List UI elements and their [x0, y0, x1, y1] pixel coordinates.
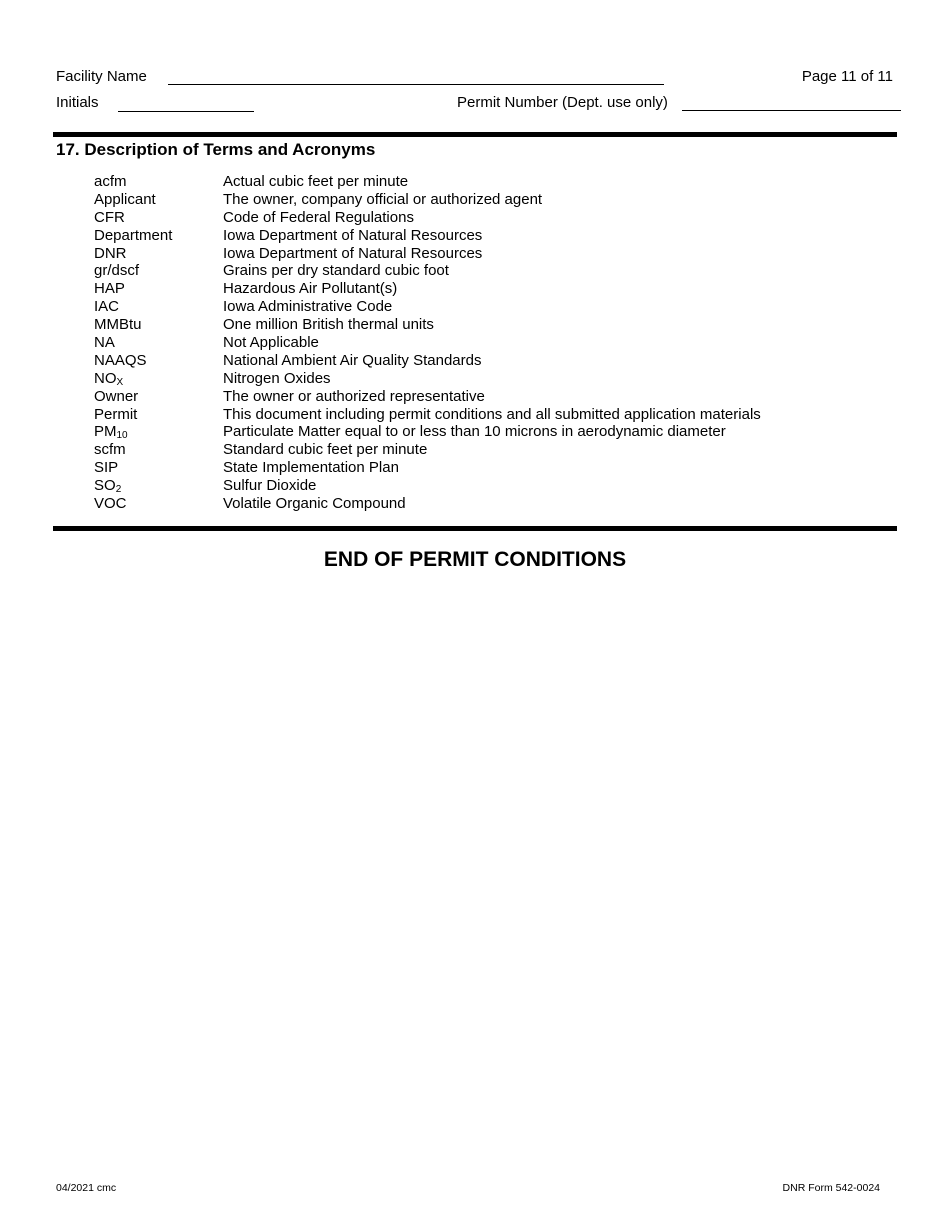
- term-row: [94, 352, 761, 370]
- term-definition: Sulfur Dioxide: [223, 477, 317, 495]
- term-acronym: [94, 209, 223, 227]
- term-acronym-text: Department: [94, 226, 173, 244]
- term-definition: State Implementation Plan: [223, 459, 399, 477]
- term-row: [94, 441, 761, 459]
- term-acronym-text: acfm: [94, 173, 127, 190]
- terms-list: [94, 173, 761, 513]
- term-acronym-text: Applicant: [94, 190, 156, 208]
- term-acronym-subscript: X: [116, 376, 124, 388]
- term-acronym: [94, 459, 223, 477]
- term-acronym-subscript: 2: [115, 484, 122, 496]
- term-acronym: [94, 406, 223, 424]
- term-acronym-text: IAC: [94, 298, 120, 316]
- term-row: [94, 423, 761, 441]
- permit-number-field[interactable]: [682, 94, 901, 111]
- term-acronym: [94, 191, 223, 209]
- term-acronym-text: gr/dscf: [94, 262, 140, 280]
- term-acronym: [94, 441, 223, 459]
- term-row: [94, 388, 761, 406]
- term-acronym-subscript: 10: [116, 430, 128, 442]
- term-row: [94, 370, 761, 388]
- term-definition: Iowa Department of Natural Resources: [223, 226, 483, 244]
- term-definition: Nitrogen Oxides: [223, 369, 331, 387]
- term-acronym: [94, 173, 223, 191]
- term-acronym: [94, 477, 223, 495]
- term-definition: Iowa Administrative Code: [223, 298, 393, 316]
- term-definition: The owner or authorized representative: [223, 387, 485, 405]
- initials-field[interactable]: [118, 94, 254, 112]
- term-row: [94, 245, 761, 263]
- term-row: [94, 495, 761, 513]
- term-definition: Code of Federal Regulations: [223, 208, 414, 226]
- footer-date: 04/2021 cmc: [56, 1182, 117, 1194]
- term-row: [94, 298, 761, 316]
- facility-name-field[interactable]: [168, 67, 664, 85]
- term-acronym: [94, 298, 223, 316]
- term-acronym: [94, 262, 223, 280]
- term-acronym: [94, 227, 223, 245]
- term-acronym: [94, 495, 223, 513]
- term-acronym: [94, 423, 223, 441]
- term-acronym-text: CFR: [94, 208, 125, 226]
- term-acronym: [94, 334, 223, 352]
- term-acronym-text: SIP: [94, 459, 119, 477]
- term-definition: National Ambient Air Quality Standards: [223, 351, 482, 369]
- term-definition: Standard cubic feet per minute: [223, 441, 428, 459]
- term-definition: Hazardous Air Pollutant(s): [223, 280, 398, 298]
- term-acronym-text: NA: [94, 334, 115, 352]
- term-row: [94, 191, 761, 209]
- term-acronym-text: VOC: [94, 495, 127, 513]
- term-row: [94, 227, 761, 245]
- term-row: [94, 334, 761, 352]
- term-row: [94, 316, 761, 334]
- term-acronym-text: DNR: [94, 244, 127, 262]
- term-row: [94, 477, 761, 495]
- term-acronym: [94, 316, 223, 334]
- term-definition: Not Applicable: [223, 334, 319, 352]
- section-bottom-rule: [53, 526, 897, 531]
- initials-label: Initials: [56, 94, 99, 111]
- term-definition: The owner, company official or authorized agent: [223, 190, 543, 208]
- page-number: Page 11 of 11: [801, 68, 893, 85]
- term-acronym-text: NAAQS: [94, 351, 147, 369]
- term-definition: One million British thermal units: [223, 316, 434, 334]
- term-row: [94, 262, 761, 280]
- term-row: [94, 459, 761, 477]
- section-top-rule: [53, 132, 897, 137]
- term-acronym-text: SO: [94, 477, 116, 495]
- term-acronym: [94, 245, 223, 263]
- term-row: [94, 280, 761, 298]
- term-acronym: [94, 352, 223, 370]
- term-acronym-text: HAP: [94, 280, 125, 298]
- term-acronym-text: Permit: [94, 405, 138, 423]
- term-acronym-text: scfm: [94, 441, 126, 459]
- term-definition: This document including permit conditions and all submitted application materials: [223, 405, 761, 423]
- term-acronym-text: MMBtu: [94, 316, 142, 334]
- term-definition: Iowa Department of Natural Resources: [223, 244, 483, 262]
- term-row: [94, 209, 761, 227]
- facility-name-label: Facility Name: [56, 68, 147, 85]
- term-acronym: [94, 370, 223, 388]
- term-row: [94, 406, 761, 424]
- term-definition: Grains per dry standard cubic foot: [223, 262, 449, 280]
- term-row: [94, 173, 761, 191]
- section-title: 17. Description of Terms and Acronyms: [56, 140, 376, 159]
- term-definition: Actual cubic feet per minute: [223, 173, 409, 190]
- footer-form-number: DNR Form 542-0024: [782, 1182, 880, 1194]
- term-definition: Particulate Matter equal to or less than 10 microns in aerodynamic diameter: [223, 423, 726, 441]
- permit-number-label: Permit Number (Dept. use only): [457, 94, 668, 111]
- term-acronym: [94, 280, 223, 298]
- term-acronym-text: PM: [94, 423, 117, 441]
- term-definition: Volatile Organic Compound: [223, 495, 406, 513]
- term-acronym-text: Owner: [94, 387, 139, 405]
- end-of-permit-title: END OF PERMIT CONDITIONS: [323, 548, 627, 571]
- term-acronym: [94, 388, 223, 406]
- term-acronym-text: NO: [94, 369, 117, 387]
